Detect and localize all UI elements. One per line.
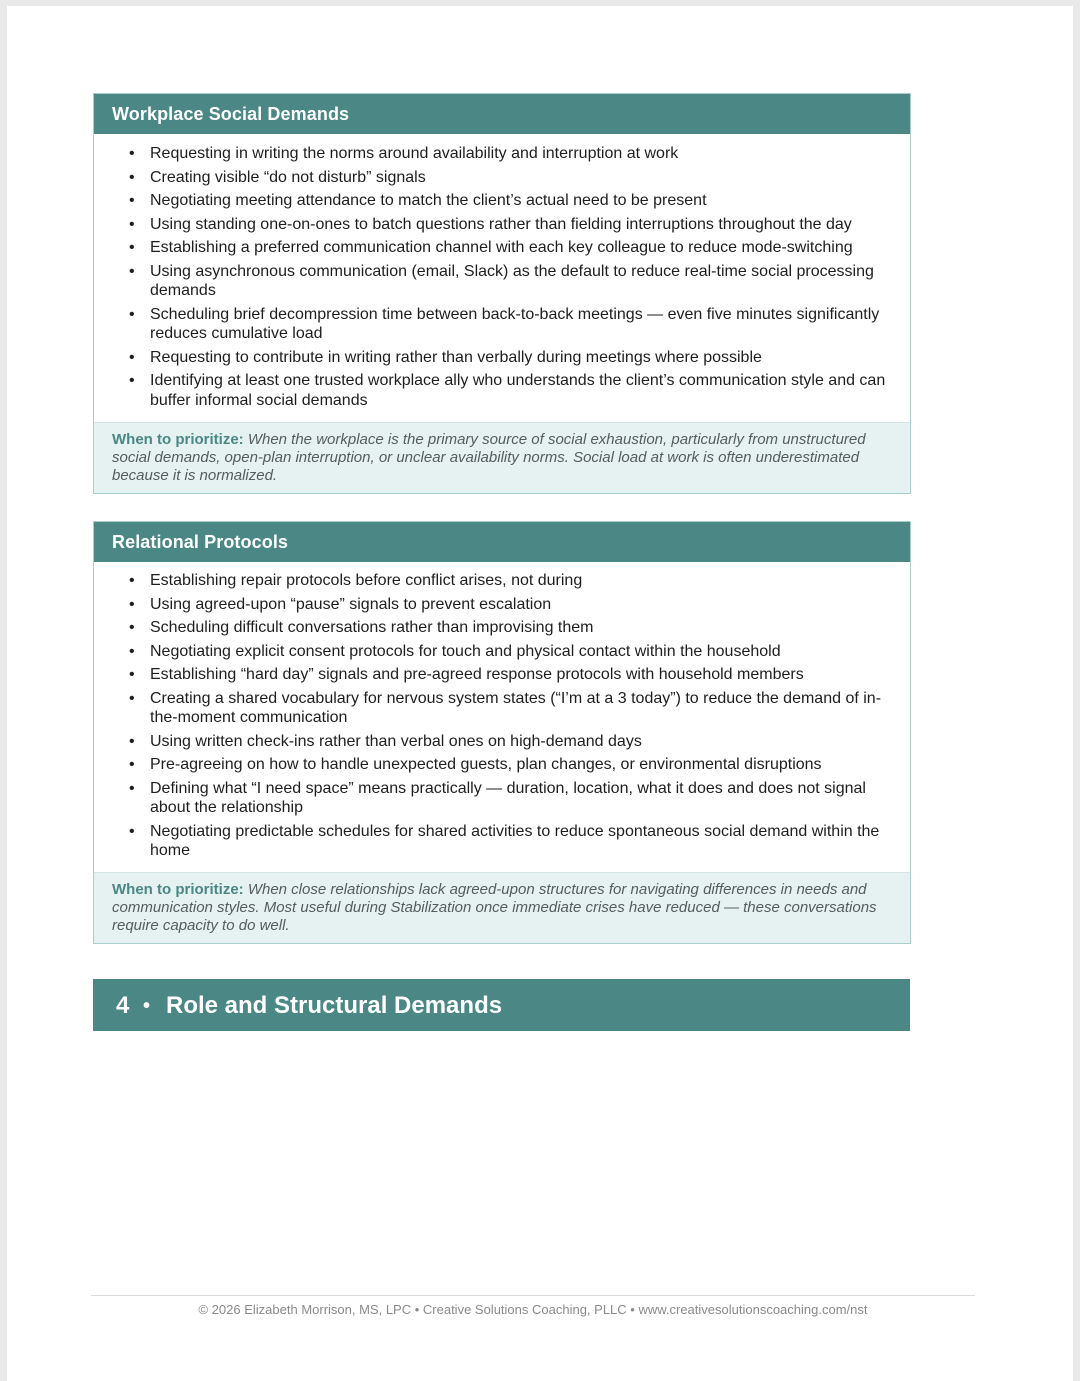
list-item: • Identifying at least one trusted workplace ally who understands the client’s communication style and can buffer informal social demands: [150, 371, 890, 410]
section-number: 4: [116, 992, 130, 1019]
section-title: Role and Structural Demands: [166, 992, 503, 1019]
section-heading-bar: [93, 979, 910, 1031]
list-item: • Negotiating meeting attendance to match the client’s actual need to be present: [150, 191, 890, 211]
prioritize-label: When to prioritize:: [112, 431, 244, 448]
workplace-social-demands-card: [93, 93, 911, 494]
strategy-list: [94, 562, 910, 872]
list-item: • Establishing a preferred communication channel with each key colleague to reduce mode-switching: [150, 238, 890, 258]
list-item: • Scheduling difficult conversations rather than improvising them: [150, 618, 890, 638]
card-title: Relational Protocols: [94, 522, 910, 562]
list-item: • Using written check-ins rather than verbal ones on high-demand days: [150, 732, 890, 752]
list-item: • Requesting to contribute in writing rather than verbally during meetings where possible: [150, 348, 890, 368]
list-item: • Scheduling brief decompression time between back-to-back meetings — even five minutes significantly reduces cumulative load: [150, 305, 890, 344]
list-item: • Requesting in writing the norms around availability and interruption at work: [150, 144, 890, 164]
prioritize-label: When to prioritize:: [112, 880, 244, 898]
when-to-prioritize-note: [94, 872, 910, 943]
list-item: • Creating visible “do not disturb” signals: [150, 168, 890, 188]
section-separator: •: [143, 995, 151, 1017]
strategy-list: [94, 134, 910, 422]
when-to-prioritize-note: [94, 422, 910, 493]
prioritize-text: When the workplace is the primary source of social exhaustion, particularly from unstructured social demands, open-plan interruption, or unclear availability norms. Social load at work is often underestimated because it is normalized.: [112, 431, 866, 484]
list-item: • Using standing one-on-ones to batch questions rather than fielding interruptions throughout the day: [150, 215, 890, 235]
footer-divider: [91, 1295, 975, 1296]
list-item: • Using asynchronous communication (email, Slack) as the default to reduce real-time social processing demands: [150, 262, 890, 301]
list-item: • Using agreed-upon “pause” signals to prevent escalation: [150, 595, 890, 615]
card-title: Workplace Social Demands: [94, 94, 910, 134]
list-item: • Negotiating explicit consent protocols for touch and physical contact within the household: [150, 642, 890, 662]
list-item: • Defining what “I need space” means practically — duration, location, what it does and does not signal about the relationship: [150, 779, 890, 818]
footer-copyright: © 2026 Elizabeth Morrison, MS, LPC • Creative Solutions Coaching, PLLC • www.creativesolutionscoaching.com/nst: [198, 1302, 868, 1317]
prioritize-text: When close relationships lack agreed-upon structures for navigating differences in needs and communication styles. Most useful during Stabilization once immediate crises have reduced — these conversations require capacity to do well.: [112, 880, 877, 934]
list-item: • Pre-agreeing on how to handle unexpected guests, plan changes, or environmental disruptions: [150, 755, 890, 775]
list-item: • Negotiating predictable schedules for shared activities to reduce spontaneous social demand within the home: [150, 822, 890, 861]
list-item: • Creating a shared vocabulary for nervous system states (“I’m at a 3 today”) to reduce the demand of in-the-moment communication: [150, 689, 890, 728]
relational-protocols-card: [93, 521, 911, 944]
list-item: • Establishing “hard day” signals and pre-agreed response protocols with household members: [150, 665, 890, 685]
list-item: • Establishing repair protocols before conflict arises, not during: [150, 571, 890, 591]
